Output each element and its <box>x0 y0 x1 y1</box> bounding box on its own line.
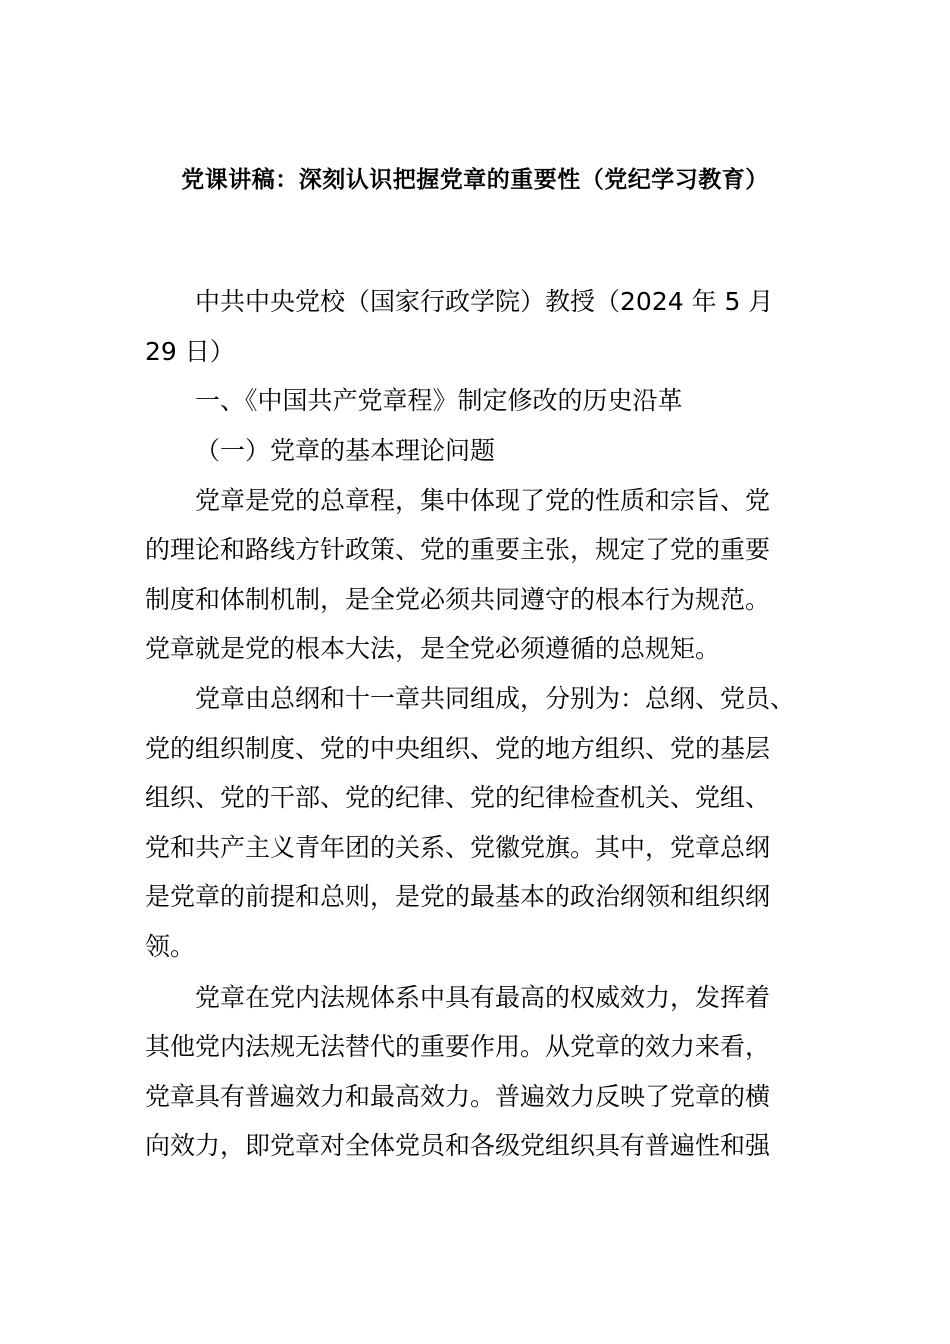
paragraph-3-line-3: 党章具有普遍效力和最高效力。普遍效力反映了党章的横 <box>145 1082 771 1111</box>
paragraph-2-line-1: 党章由总纲和十一章共同组成，分别为：总纲、党员、 <box>195 684 796 713</box>
paragraph-3-line-2: 其他党内法规无法替代的重要作用。从党章的效力来看， <box>145 1032 771 1061</box>
document-title: 党课讲稿：深刻认识把握党章的重要性（党纪学习教育） <box>181 167 769 193</box>
author-line-1: 中共中央党校（国家行政学院）教授（2024 年 5 月 <box>195 287 774 316</box>
paragraph-1-line-2: 的理论和路线方针政策、党的重要主张，规定了党的重要 <box>145 535 771 564</box>
paragraph-2-line-3: 组织、党的干部、党的纪律、党的纪律检查机关、党组、 <box>145 783 771 812</box>
paragraph-1-line-3: 制度和体制机制，是全党必须共同遵守的根本行为规范。 <box>145 585 771 614</box>
author-line-2: 29 日） <box>145 337 235 366</box>
paragraph-3-line-4: 向效力，即党章对全体党员和各级党组织具有普遍性和强 <box>145 1131 771 1160</box>
section-heading: 一、《中国共产党章程》制定修改的历史沿革 <box>195 386 683 415</box>
paragraph-2-line-2: 党的组织制度、党的中央组织、党的地方组织、党的基层 <box>145 734 771 763</box>
subsection-heading: （一）党章的基本理论问题 <box>195 436 496 465</box>
paragraph-2-line-6: 领。 <box>145 932 196 961</box>
paragraph-1-line-1: 党章是党的总章程，集中体现了党的性质和宗旨、党 <box>195 486 771 515</box>
paragraph-2-line-5: 是党章的前提和总则，是党的最基本的政治纲领和组织纲 <box>145 882 771 911</box>
paragraph-3-line-1: 党章在党内法规体系中具有最高的权威效力，发挥着 <box>195 983 771 1012</box>
paragraph-2-line-4: 党和共产主义青年团的关系、党徽党旗。其中，党章总纲 <box>145 833 771 862</box>
paragraph-1-line-4: 党章就是党的根本大法，是全党必须遵循的总规矩。 <box>145 634 721 663</box>
